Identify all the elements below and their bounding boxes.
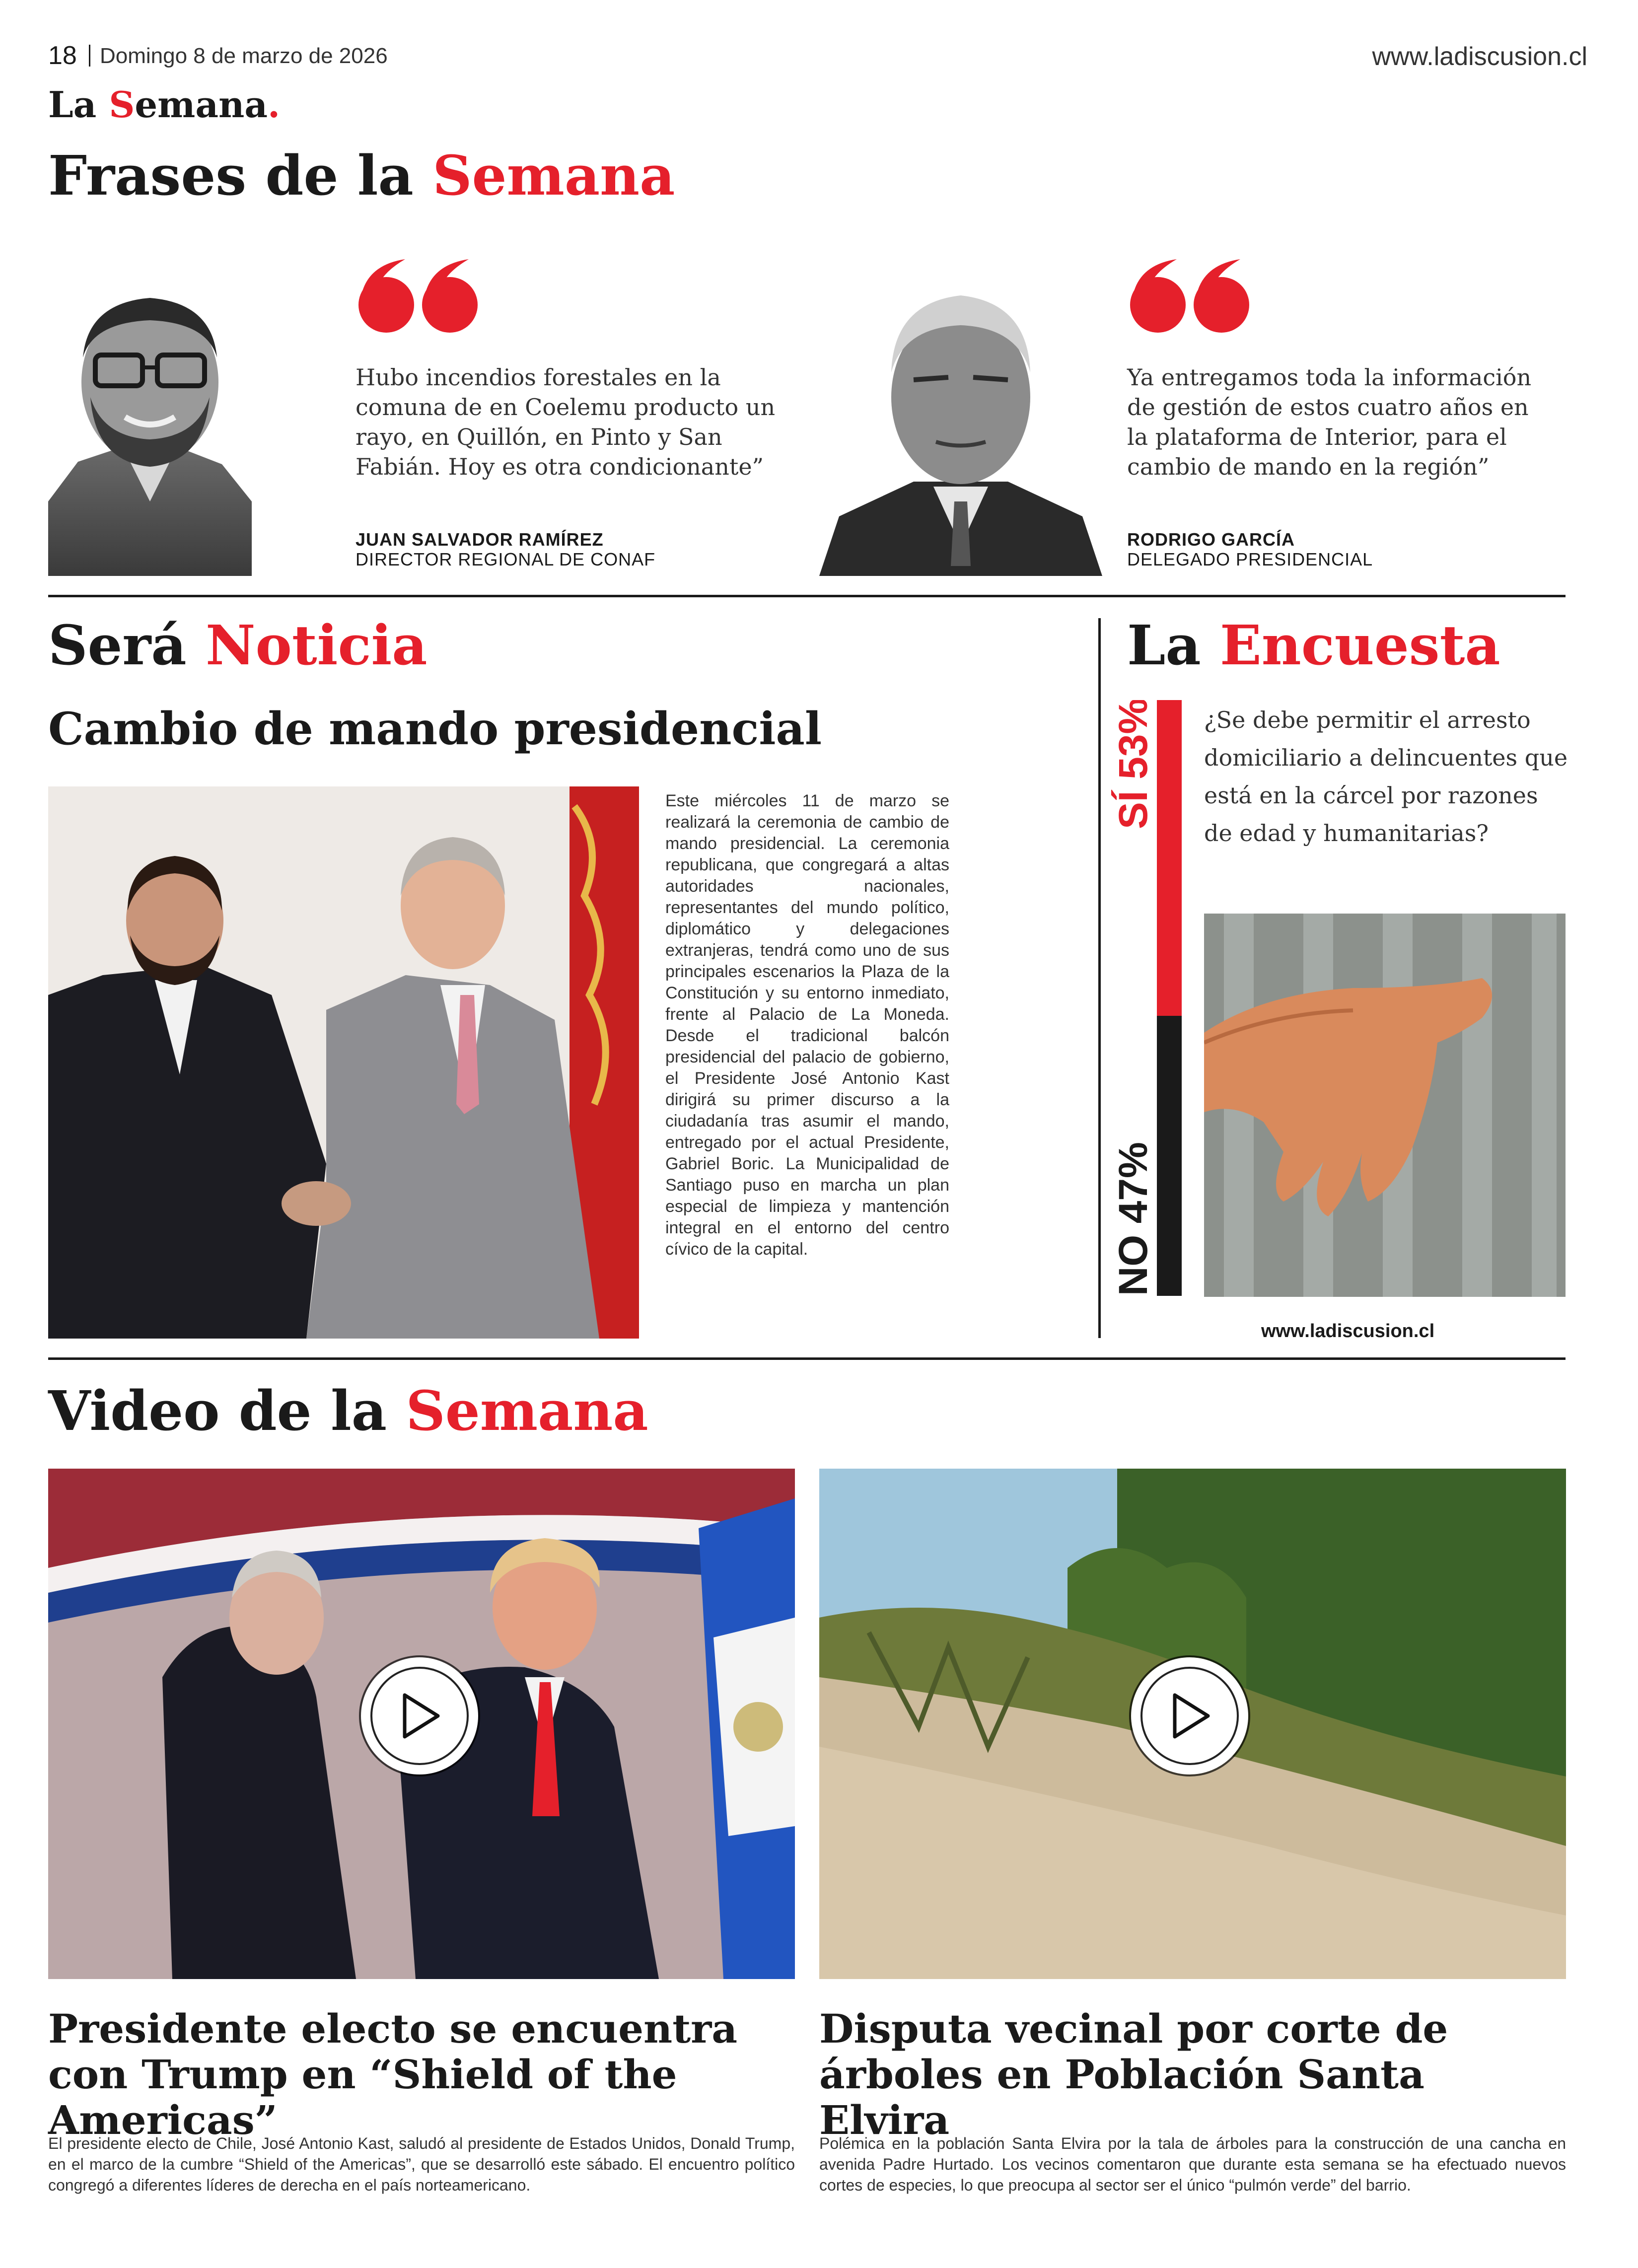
header-separator — [89, 45, 90, 67]
quote-text-1: Hubo incendios forestales en la comuna de en Coelemu producto un rayo, en Quillón, en Pinto y San Fabián. Hoy es otra condicionante” — [356, 364, 776, 480]
news-body-text: Este miércoles 11 de marzo se realizará la ceremonia de cambio de mando presidencial. La ceremonia republicana, que congregará a altas autoridades nacionales, representantes del mundo político, diplomático y delegaciones extranjeras, tendrá como uno de sus principales escenarios la Plaza de la Constitución y su entorno inmediato, frente al Palacio de La Moneda. Desde el tradicional balcón presidencial del palacio de gobierno, el Presidente José Antonio Kast dirigirá su primer discurso a la ciudadanía tras asumir el mando, entregado por el actual Presidente, Gabriel Boric. La Municipalidad de Santiago puso en marcha un plan especial de limpieza y mantención integral en el entorno del centro cívico de la capital. — [665, 791, 949, 1259]
poll-bar-no — [1157, 1016, 1182, 1296]
divider — [48, 595, 1566, 597]
video-play-button-1[interactable] — [361, 1657, 478, 1774]
poll-chart — [1111, 700, 1186, 1296]
play-icon — [370, 1667, 469, 1765]
quote-mark-icon — [356, 255, 485, 335]
section-brand: La Semana. — [48, 83, 281, 126]
quote-role-1: DIRECTOR REGIONAL DE CONAF — [356, 549, 656, 569]
website-url[interactable]: www.ladiscusion.cl — [1372, 42, 1587, 71]
portrait-juan-salvador-ramirez — [48, 268, 252, 576]
quote-author-1: JUAN SALVADOR RAMÍREZ — [356, 529, 604, 550]
quote-role-2: DELEGADO PRESIDENCIAL — [1127, 549, 1373, 569]
poll-label-no: NO 47% — [1111, 1142, 1156, 1296]
poll-website[interactable]: www.ladiscusion.cl — [1261, 1321, 1435, 1342]
video-section-title: Video de la Semana — [48, 1379, 648, 1443]
video-text-1: El presidente electo de Chile, José Antonio Kast, saludó al presidente de Estados Unidos, Donald Trump, en el marco de la cumbre “Shield of the Americas”, que se desarrolló este sábado. El encuentro político congregó a diferentes líderes de derecha en el país norteamericano. — [48, 2134, 795, 2194]
vertical-divider — [1098, 618, 1101, 1338]
poll-label-yes: SÍ 53% — [1111, 700, 1156, 829]
video-thumbnail-2[interactable] — [819, 1469, 1566, 1979]
page-date: Domingo 8 de marzo de 2026 — [100, 44, 388, 68]
news-photo-handshake — [48, 786, 639, 1339]
video-thumbnail-1[interactable] — [48, 1469, 795, 1979]
quotes-section-title: Frases de la Semana — [48, 143, 675, 208]
poll-question: ¿Se debe permitir el arresto domiciliario a delincuentes que está en la cárcel por razones de edad y humanitarias? — [1204, 707, 1568, 847]
video-title-1[interactable]: Presidente electo se encuentra con Trump en “Shield of the Americas” — [48, 2005, 738, 2143]
poll-photo-hand-bars — [1204, 914, 1566, 1297]
poll-section-title: La Encuesta — [1127, 613, 1500, 677]
page-number: 18 — [48, 41, 77, 70]
video-title-2[interactable]: Disputa vecinal por corte de árboles en Población Santa Elvira — [819, 2005, 1448, 2143]
news-headline: Cambio de mando presidencial — [48, 703, 822, 755]
play-icon — [1140, 1667, 1239, 1765]
video-play-button-2[interactable] — [1131, 1657, 1248, 1774]
page-header — [48, 41, 1587, 75]
quote-text-2: Ya entregamos toda la información de gestión de estos cuatro años en la plataforma de Interior, para el cambio de mando en la región” — [1127, 364, 1532, 480]
news-section-title: Será Noticia — [48, 613, 427, 677]
quote-author-2: RODRIGO GARCÍA — [1127, 529, 1295, 550]
quote-mark-icon — [1127, 255, 1256, 335]
poll-bar-yes — [1157, 700, 1182, 1016]
divider — [48, 1357, 1566, 1360]
video-text-2: Polémica en la población Santa Elvira por la tala de árboles para la construcción de una cancha en avenida Padre Hurtado. Los vecinos comentaron que durante esta semana se ha efectuado nuevos cortes de especies, lo que preocupa al sector ser el único “pulmón verde” del barrio. — [819, 2134, 1566, 2194]
portrait-rodrigo-garcia — [819, 268, 1102, 576]
